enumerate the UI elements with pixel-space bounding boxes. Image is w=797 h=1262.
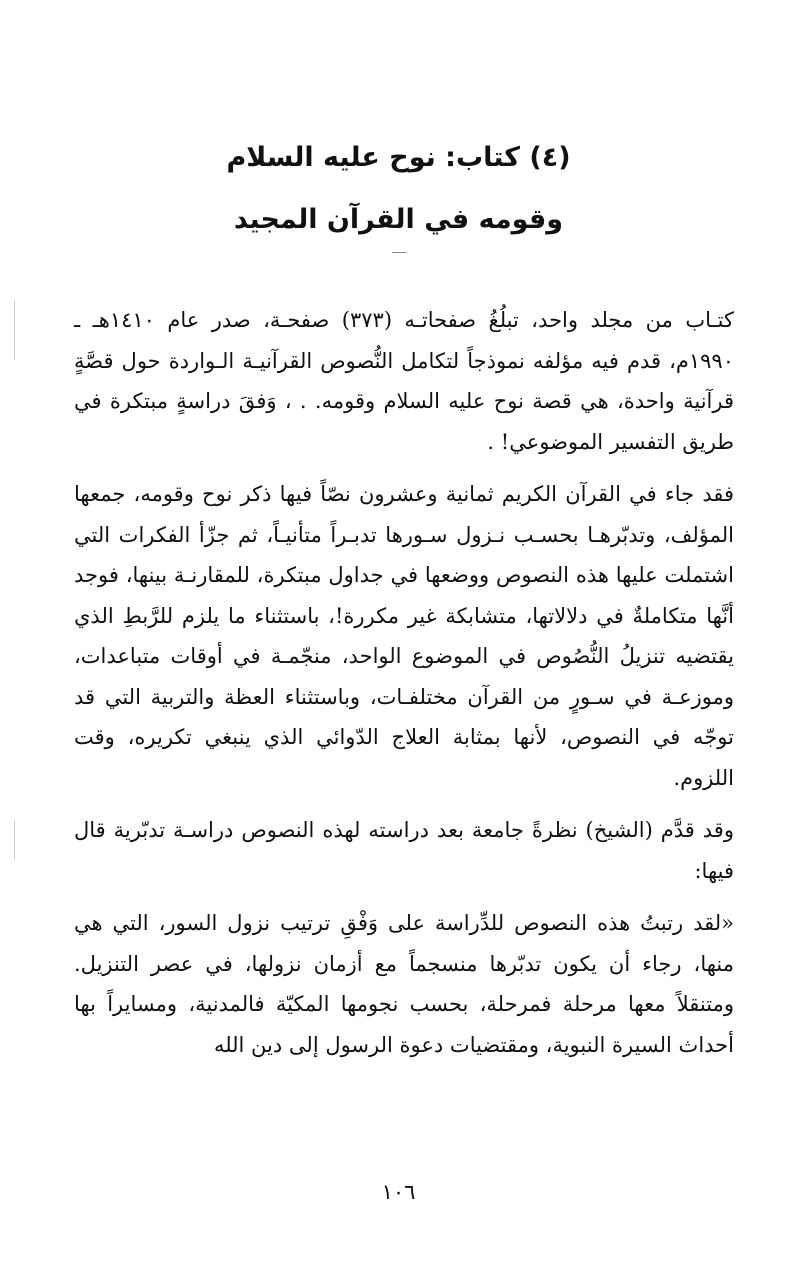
paragraph-3: وقد قدَّم (الشيخ) نظرةً جامعة بعد دراسته لهذه النصوص دراسـة تدبّرية قال فيها: — [74, 818, 734, 883]
heading-line-1: (٤) كتاب: نوح عليه السلام — [226, 142, 571, 173]
paragraph-4: «لقد رتبتُ هذه النصوص للدِّراسة على وَفْقِ ترتيب نزول السور، التي هي منها، رجاء أن يكون تدبّرها منسجماً مع أزمان نزولها، في عصر التنزيل. ومتنقلاً معها مرحلة فمرحلة، بحسب نجومها المكيّة فالمدنية، ومسايراً بها أحداث السيرة النبوية، ومقتضيات دعوة الرسول إلى دين الله — [74, 911, 734, 1057]
paragraph-1: كتـاب من مجلد واحد، تبلُغُ صفحاتـه (٣٧٣) صفحـة، صدر عام ١٤١٠هـ ـ ١٩٩٠م، قدم فيه مؤلفه نموذجاً لتكامل النُّصوص القرآنيـة الـواردة حول قصَّةٍ قرآنية واحدة، هي قصة نوح عليه السلام وقومه. . ، وَفقَ دراسةٍ مبتكرة في طريق التفسير الموضوعي! . — [74, 308, 734, 454]
page-number: ١٠٦ — [381, 1180, 416, 1204]
scan-edge-mark — [14, 820, 15, 860]
paragraph-2: فقد جاء في القرآن الكريم ثمانية وعشرون نصّاً فيها ذكر نوح وقومه، جمعها المؤلف، وتدبّرهـا بحسـب نـزول سـورها تدبـراً متأنيـاً، ثم جزّأ الفكرات التي اشتملت عليها هذه النصوص ووضعها في جداول مبتكرة، للمقارنـة بينها، فوجد أنَّها متكاملةٌ في دلالاتها، متشابكة غير مكررة!، باستثناء ما يلزم للرَّبطِ الذي يقتضيه تنزيلُ النُّصُوص في الموضوع الواحد، منجّمـة في أوقات متباعدات، وموزعـة في سـورٍ من القرآن مختلفـات، وباستثناء العظة والتربية التي قد توجّه في النصوص، لأنها بمثابة العلاج الدّوائي الذي ينبغي تكريره، وقت اللزوم. — [74, 482, 734, 790]
chapter-heading — [0, 138, 797, 253]
heading-line-2: وقومه في القرآن المجيد — [233, 204, 564, 235]
scan-edge-mark — [14, 300, 15, 360]
heading-divider — [392, 252, 406, 253]
body-text — [74, 300, 734, 1065]
